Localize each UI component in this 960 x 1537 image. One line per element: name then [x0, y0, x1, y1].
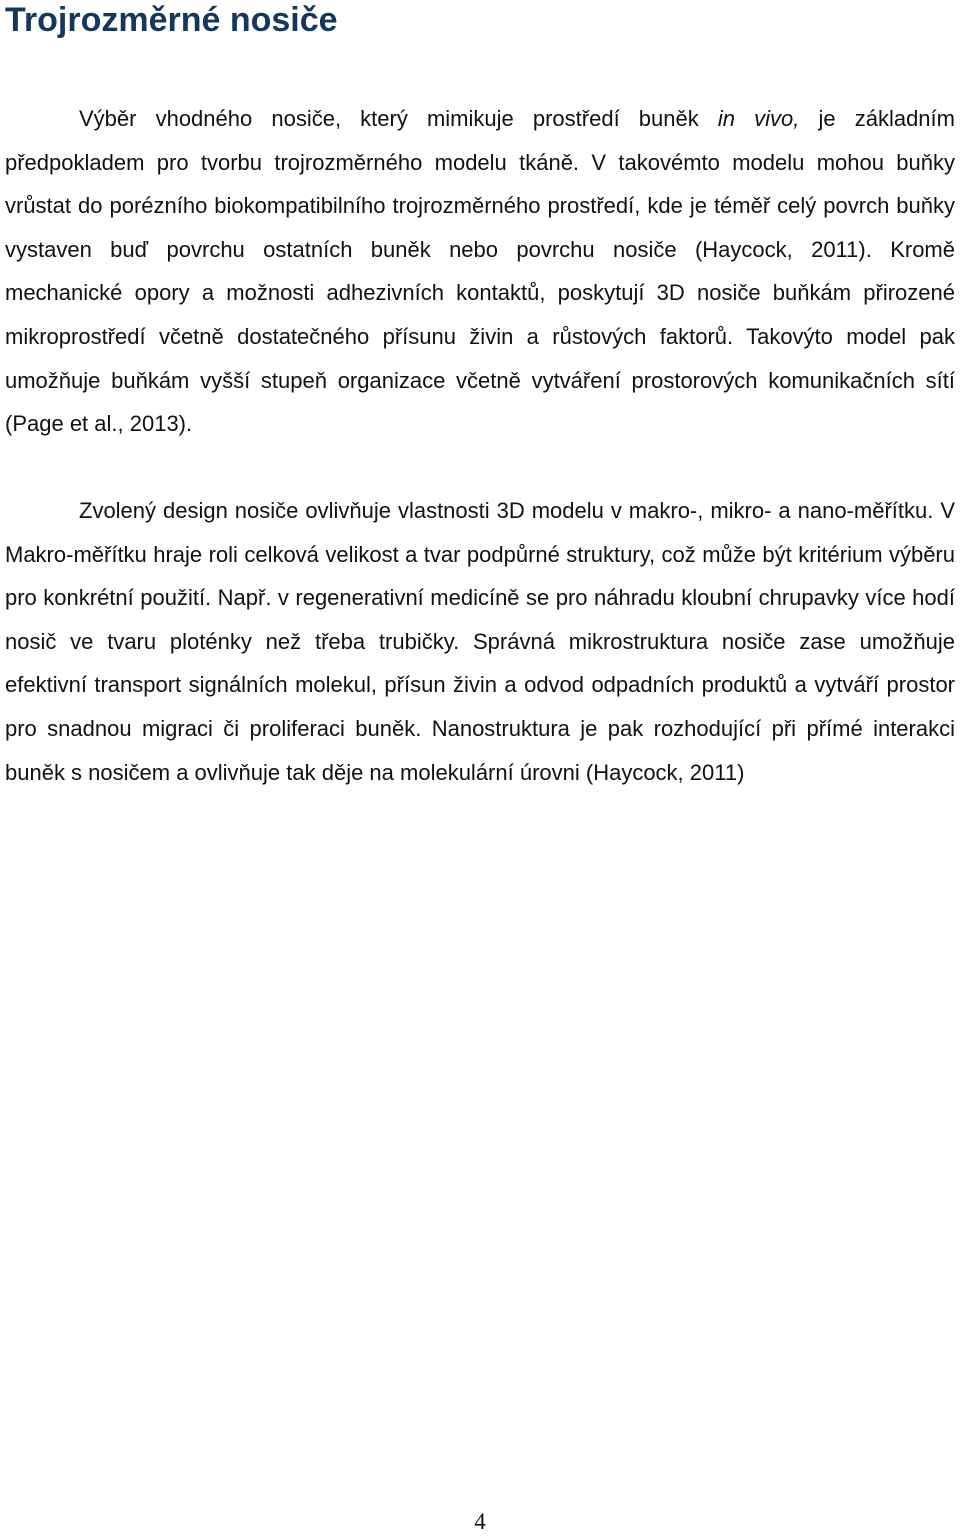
page-number: 4 [474, 1509, 486, 1534]
paragraph-1-text-end: je základním předpokladem pro tvorbu trojrozměrného modelu tkáně. V takovémto modelu mohou buňky vrůstat do porézního biokompatibilního trojrozměrného prostředí, kde je téměř celý povrch buňky vystaven buď povrchu ostatních buněk nebo povrchu nosiče (Haycock, 2011). Kromě mechanické opory a možnosti adhezivních kontaktů, poskytují 3D nosiče buňkám přirozené mikroprostředí včetně dostatečného přísunu živin a růstových faktorů. Takovýto model pak umožňuje buňkám vyšší stupeň organizace včetně vytváření prostorových komunikačních sítí (Page et al., 2013). [5, 106, 955, 437]
paragraph-1-italic-term: in vivo, [717, 106, 800, 131]
paragraph-1 [5, 97, 955, 446]
paragraph-1-text-start: Výběr vhodného nosiče, který mimikuje prostředí buněk [79, 106, 718, 131]
page-title: Trojrozměrné nosiče [5, 1, 338, 39]
paragraph-2: Zvolený design nosiče ovlivňuje vlastnosti 3D modelu v makro-, mikro- a nano-měřítku. V Makro-měřítku hraje roli celková velikost a tvar podpůrné struktury, což může být kritérium výběru pro konkrétní použití. Např. v regenerativní medicíně se pro náhradu kloubní chrupavky více hodí nosič ve tvaru ploténky než třeba trubičky. Správná mikrostruktura nosiče zase umožňuje efektivní transport signálních molekul, přísun živin a odvod odpadních produktů a vytváří prostor pro snadnou migraci či proliferaci buněk. Nanostruktura je pak rozhodující při přímé interakci buněk s nosičem a ovlivňuje tak děje na molekulární úrovni (Haycock, 2011) [5, 498, 955, 785]
